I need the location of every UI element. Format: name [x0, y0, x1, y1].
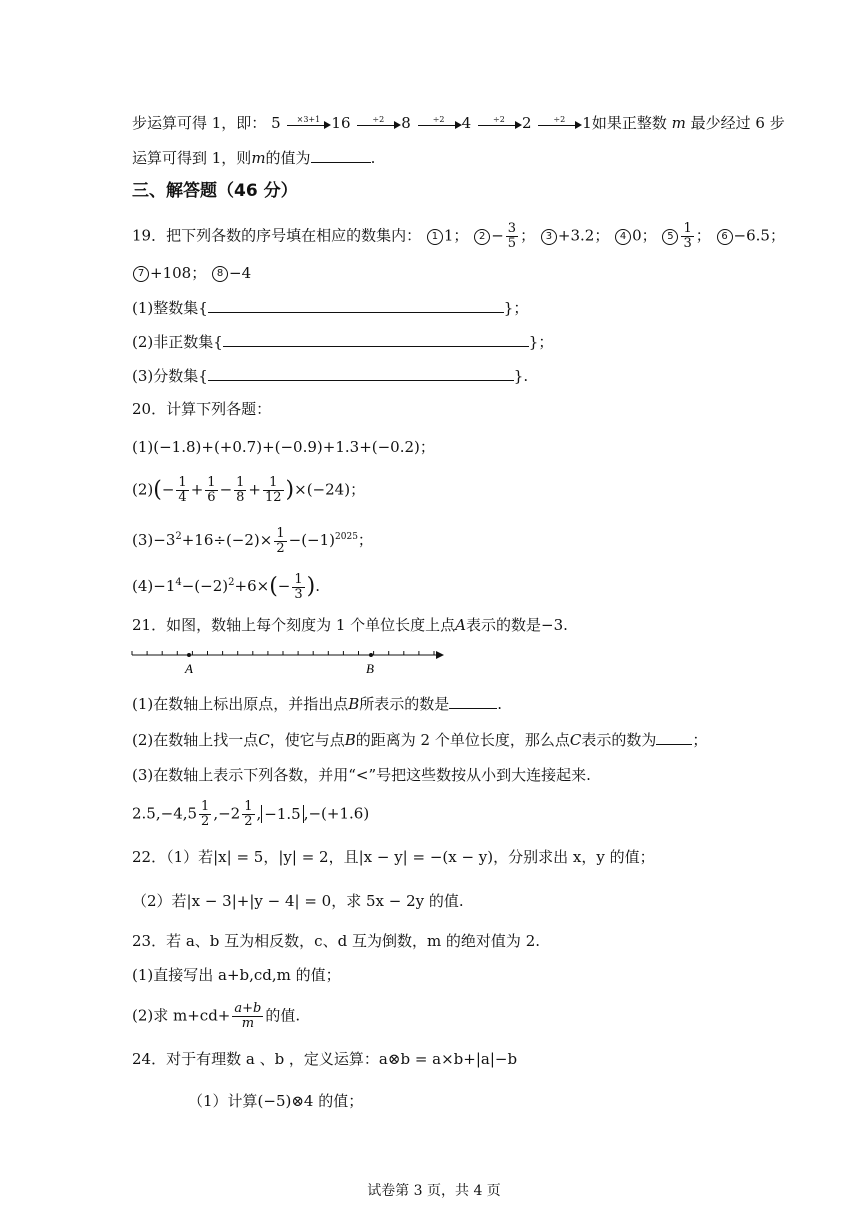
frac-1-3: [681, 222, 693, 251]
q19-stem-2: [132, 262, 251, 284]
number-line-ticks: [132, 651, 434, 655]
q22-sub2: （2）若|x − 3|+|y − 4| = 0，求 5x − 2y 的值.: [132, 892, 464, 910]
q24-stem: 24．对于有理数 a 、b ，定义运算：a⊗b = a×b+|a|−b: [132, 1050, 518, 1068]
arrow-op5-label: ÷2: [553, 115, 566, 124]
q18-tail2: 最少经过 6 步: [690, 114, 785, 132]
q19-item-3: +3.2: [557, 226, 595, 245]
sep: ；: [641, 226, 657, 245]
chain-2: 2: [521, 114, 532, 132]
circled-2: 2: [474, 229, 490, 245]
frac-1-2: [242, 800, 254, 829]
q20-sub1: (1)(−1.8)+(+0.7)+(−0.9)+1.3+(−0.2)；: [132, 438, 435, 456]
numbers-b: ,−2: [213, 804, 241, 823]
q20-sub3-tail: −(−1): [288, 531, 336, 549]
q21-sub2: [132, 728, 707, 751]
q21-sub1: [132, 692, 502, 715]
q21-sub2-d: 的距离为 2 个单位长度，那么点: [355, 731, 570, 749]
q22-sub1: 22．（1）若|x| = 5，|y| = 2，且|x − y| = −(x − y)，分别求出 x，y 的值；: [132, 848, 655, 866]
q21-sub1-text: (1)在数轴上标出原点，并指出点: [132, 695, 349, 713]
frac-den: 2: [201, 814, 210, 829]
circled-3: 3: [541, 229, 557, 245]
q19-item-1: 1: [443, 226, 454, 245]
q21-sub3: (3)在数轴上表示下列各数，并用“<”号把这些数按从小到大连接起来.: [132, 766, 591, 784]
frac-den: 5: [507, 236, 517, 251]
sep: ；: [453, 226, 469, 245]
q19-sub3: [132, 364, 528, 387]
number-line: [128, 644, 448, 678]
q23-sub2-pre: (2)求 m+cd+: [132, 1006, 231, 1025]
q19-item-2: −: [491, 226, 504, 245]
q18-intro: 步运算可得 1，即：: [132, 114, 267, 132]
arrow-op3: [416, 115, 462, 133]
point-A-dot: [187, 653, 191, 657]
point-C-ref: C: [569, 731, 582, 749]
chain-16: 16: [331, 114, 351, 132]
fraction-set-end: }.: [513, 367, 529, 385]
q20-sub4-end: .: [315, 577, 321, 595]
q21-numbers: [132, 800, 369, 829]
frac-num: 1: [263, 476, 284, 491]
chain-8: 8: [401, 114, 411, 132]
arrow-op5: [536, 115, 582, 133]
numbers-d: ,−(+1.6): [303, 804, 370, 823]
q21-stem-b: 表示的数是: [466, 616, 542, 634]
q20-sub3-pre: (3)−3: [132, 531, 176, 549]
frac-1-12: [263, 476, 284, 505]
q23-sub1: (1)直接写出 a+b,cd,m 的值；: [132, 966, 341, 984]
page-footer: 试卷第 3 页，共 4 页: [367, 1183, 501, 1199]
q21-sub2-b: ，使它与点: [269, 731, 345, 749]
frac-den: 8: [236, 490, 245, 505]
q18-line1: [132, 112, 785, 134]
abs-value: −1.5: [261, 805, 303, 823]
q19-stem: [132, 222, 785, 251]
nonpositive-set-label: (2)非正数集{: [132, 333, 223, 351]
var-m: m: [671, 114, 686, 132]
chain-5: 5: [271, 114, 281, 132]
sep: ；: [695, 226, 711, 245]
integer-set-end: }；: [503, 299, 529, 317]
sep: ；: [594, 226, 610, 245]
q20-sub3: [132, 526, 373, 556]
q21-stem-end: .: [563, 616, 568, 634]
point-B-ref: B: [348, 695, 360, 713]
sign: −: [161, 480, 175, 499]
integer-set-label: (1)整数集{: [132, 299, 208, 317]
arrow-op1-label: ×3+1: [296, 115, 321, 124]
frac-3-5: [506, 222, 518, 251]
q23-stem: 23．若 a、b 互为相反数，c、d 互为倒数，m 的绝对值为 2.: [132, 932, 541, 950]
q21-stem-val: −3: [541, 616, 564, 634]
frac-den: 2: [276, 540, 285, 556]
circled-5: 5: [662, 229, 678, 245]
frac-apb-m: [232, 1002, 263, 1031]
arrow-op4: [476, 115, 522, 133]
q19-stem-text: 19．把下列各数的序号填在相应的数集内：: [132, 226, 422, 245]
q19-item-4: 0: [632, 226, 642, 245]
answer-blank[interactable]: [311, 146, 371, 163]
q19-sub1: [132, 296, 528, 319]
q19-item-8: −4: [229, 264, 252, 282]
var-m-2: m: [251, 149, 266, 167]
exponent: 4: [175, 577, 182, 588]
label-B: B: [366, 661, 374, 676]
frac-num: 1: [207, 475, 216, 490]
sep: ；: [520, 226, 536, 245]
frac-1-8: [234, 476, 246, 505]
nonpositive-set-blank[interactable]: [223, 330, 529, 347]
integer-set-blank[interactable]: [208, 296, 504, 313]
arrow-op1: [285, 115, 331, 133]
sign: +: [248, 480, 261, 499]
arrow-op3-label: ÷2: [432, 115, 445, 124]
circled-4: 4: [615, 229, 631, 245]
q19-item-6: −6.5: [733, 226, 770, 245]
q21-stem: [132, 614, 568, 636]
q23-sub2: [132, 1002, 300, 1031]
q18-line2: [132, 146, 375, 169]
q20-sub2: [132, 476, 365, 505]
q21-sub1-end: .: [497, 695, 503, 713]
frac-den: 3: [683, 236, 692, 251]
point-B-ref: B: [344, 731, 356, 749]
q20-sub2-label: (2): [132, 480, 154, 499]
point-B-dot: [369, 653, 373, 657]
circled-7: 7: [133, 266, 149, 282]
frac-num: 1: [201, 799, 210, 814]
q21-sub1-c: 所表示的数是: [359, 695, 450, 713]
arrow-op4-label: ÷2: [493, 115, 505, 124]
frac-num: 1: [178, 475, 187, 490]
frac-den: 3: [294, 586, 303, 602]
chain-4: 4: [461, 114, 472, 132]
q19-sub2: [132, 330, 553, 353]
close-paren: ): [306, 574, 316, 599]
frac-1-6: [205, 476, 217, 505]
q20-sub4-pre: (4)−1: [132, 577, 176, 595]
nonpositive-set-end: }；: [528, 333, 554, 351]
number-line-arrowhead: [436, 651, 444, 659]
frac-num: a+b: [234, 1001, 262, 1016]
q20-stem: 20．计算下列各题：: [132, 400, 272, 418]
q21-sub2-text: (2)在数轴上找一点: [132, 731, 259, 749]
sep: ；: [191, 264, 207, 282]
frac-num: 1: [683, 221, 692, 236]
q21-stem-a: 21．如图，数轴上每个刻度为 1 个单位长度上点: [132, 616, 456, 634]
sign: −: [219, 480, 233, 499]
frac-num: 1: [236, 475, 245, 490]
frac-1-2: [199, 800, 211, 829]
label-A: A: [185, 661, 193, 676]
chain-1: 1: [582, 114, 592, 132]
frac-num: 3: [507, 221, 517, 236]
q21-sub2-e: 表示的数为: [581, 731, 657, 749]
fraction-set-label: (3)分数集{: [132, 367, 208, 385]
q23-sub2-post: 的值.: [265, 1006, 301, 1025]
frac-den: 12: [265, 490, 282, 505]
frac-den: 6: [207, 490, 216, 505]
close-paren: ): [285, 477, 295, 503]
q18-line2a: 运算可得到 1，则: [132, 149, 252, 167]
q20-sub4-mid2: +6×: [234, 577, 270, 595]
frac-den: 4: [178, 490, 187, 505]
sign: +: [190, 480, 204, 499]
q21-sub1-blank[interactable]: [449, 692, 497, 709]
frac-1-4: [176, 476, 188, 505]
q20-sub3-end: ；: [357, 531, 373, 549]
q21-sub2-end: ；: [692, 731, 708, 749]
q20-sub3-mid: +16÷(−2)×: [181, 531, 273, 549]
q24-sub1: （1）计算(−5)⊗4 的值；: [188, 1092, 364, 1110]
frac-num: 1: [294, 571, 303, 587]
point-C-ref: C: [258, 731, 270, 749]
exponent: 2: [175, 531, 182, 542]
q18-line2c: .: [370, 149, 376, 167]
q21-sub2-blank[interactable]: [656, 728, 692, 745]
open-paren: (: [269, 574, 278, 599]
frac-num: 1: [244, 799, 253, 814]
circled-6: 6: [717, 229, 733, 245]
q18-tail: 如果正整数: [591, 114, 667, 132]
arrow-op2: [355, 115, 401, 133]
arrow-op2-label: ÷2: [372, 115, 385, 124]
q20-sub4: $(4)-1^4-(-2)^2+6\times(-$ $\frac{1}{3}$ ).: [132, 571, 321, 602]
circled-8: 8: [212, 266, 228, 282]
fraction-set-blank[interactable]: [208, 364, 514, 381]
exponent: 2025: [335, 532, 358, 542]
open-paren: (: [153, 477, 162, 503]
numbers-a: 2.5,−4,5: [132, 804, 198, 823]
point-A-ref: A: [455, 616, 467, 634]
sep: ；: [769, 226, 785, 245]
q20-sub2-post: ×(−24)；: [294, 480, 366, 499]
frac-1-3: [292, 573, 304, 602]
section-heading: 三、解答题（46 分）: [132, 181, 298, 201]
numbers-c: ,: [256, 804, 262, 823]
q19-item-7: +108: [150, 264, 192, 282]
frac-num: 1: [276, 525, 285, 541]
frac-1-2: [274, 527, 286, 556]
frac-den: 2: [244, 814, 253, 829]
exponent: 2: [228, 577, 235, 588]
q20-sub4-mid: −(−2): [181, 577, 229, 595]
circled-1: 1: [427, 229, 443, 245]
frac-den: m: [241, 1016, 255, 1031]
q18-line2b: 的值为: [265, 149, 311, 167]
